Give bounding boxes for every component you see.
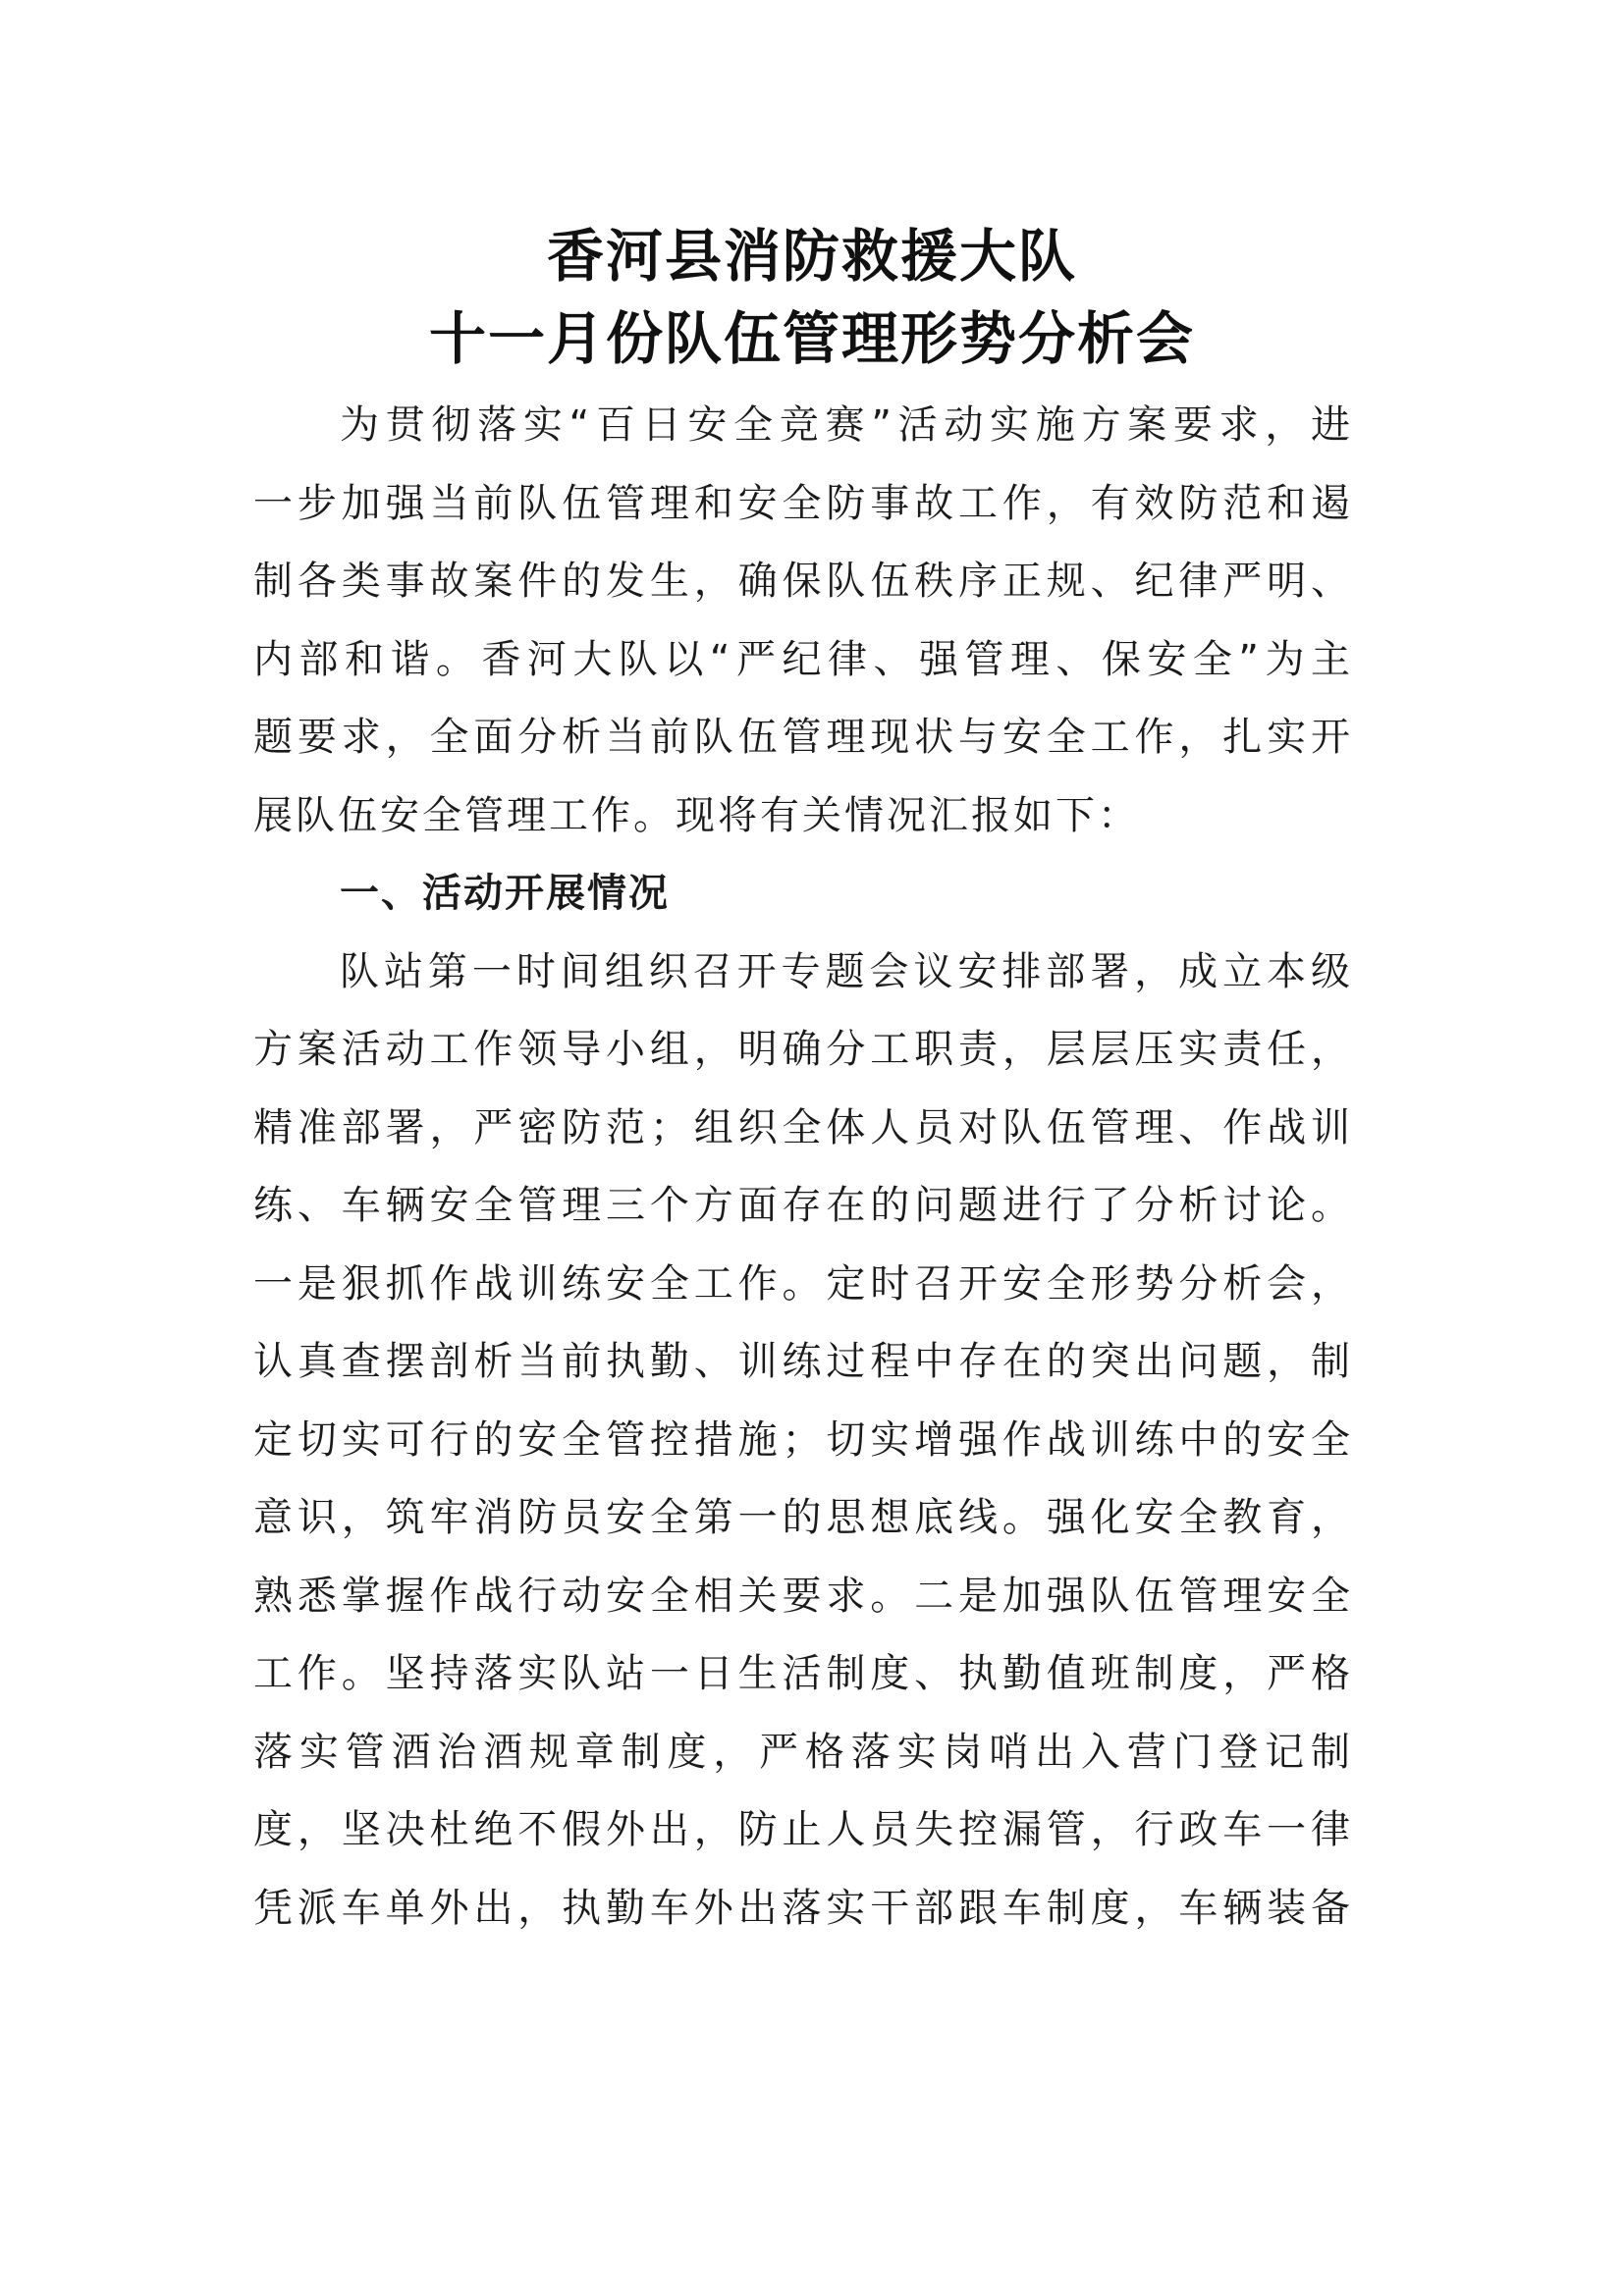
paragraph-2-line: 熟悉掌握作战行动安全相关要求。二是加强队伍管理安全	[253, 1573, 1353, 1619]
paragraph-2-line: 定切实可行的安全管控措施；切实增强作战训练中的安全	[253, 1416, 1353, 1463]
paragraph-2-line: 凭派车单外出，执勤车外出落实干部跟车制度，车辆装备	[253, 1885, 1353, 1931]
document-title-line-2: 十一月份队伍管理形势分析会	[428, 305, 1195, 372]
paragraph-2-line: 练、车辆安全管理三个方面存在的问题进行了分析讨论。	[253, 1183, 1353, 1228]
section-heading: 一、活动开展情况	[340, 871, 670, 916]
paragraph-2-line: 方案活动工作领导小组，明确分工职责，层层压实责任，	[253, 1027, 1353, 1072]
document-title-line-1: 香河县消防救援大队	[546, 223, 1077, 290]
paragraph-2-line: 认真查摆剖析当前执勤、训练过程中存在的突出问题，制	[253, 1339, 1353, 1384]
paragraph-2-line: 落实管酒治酒规章制度，严格落实岗哨出入营门登记制	[253, 1729, 1353, 1775]
document-body	[253, 387, 1353, 1948]
paragraph-1-line: 一步加强当前队伍管理和安全防事故工作，有效防范和遏	[253, 480, 1353, 526]
paragraph-2-line: 队站第一时间组织召开专题会议安排部署，成立本级	[340, 948, 1353, 994]
paragraph-1-line: 题要求，全面分析当前队伍管理现状与安全工作，扎实开	[253, 715, 1353, 760]
paragraph-1-line: 展队伍安全管理工作。现将有关情况汇报如下：	[253, 792, 1140, 838]
paragraph-2-line: 工作。坚持落实队站一日生活制度、执勤值班制度，严格	[253, 1651, 1353, 1696]
paragraph-1-line: 内部和谐。香河大队以“严纪律、强管理、保安全”为主	[253, 636, 1353, 682]
paragraph-1-line: 制各类事故案件的发生，确保队伍秩序正规、纪律严明、	[253, 559, 1353, 604]
paragraph-2-line: 一是狠抓作战训练安全工作。定时召开安全形势分析会，	[253, 1260, 1353, 1307]
paragraph-2-line: 度，坚决杜绝不假外出，防止人员失控漏管，行政车一律	[253, 1807, 1353, 1852]
paragraph-2-line: 意识，筑牢消防员安全第一的思想底线。强化安全教育，	[253, 1495, 1353, 1540]
paragraph-1-line: 为贯彻落实“百日安全竞赛”活动实施方案要求，进	[340, 402, 1353, 448]
paragraph-2-line: 精准部署，严密防范；组织全体人员对队伍管理、作战训	[253, 1104, 1353, 1150]
